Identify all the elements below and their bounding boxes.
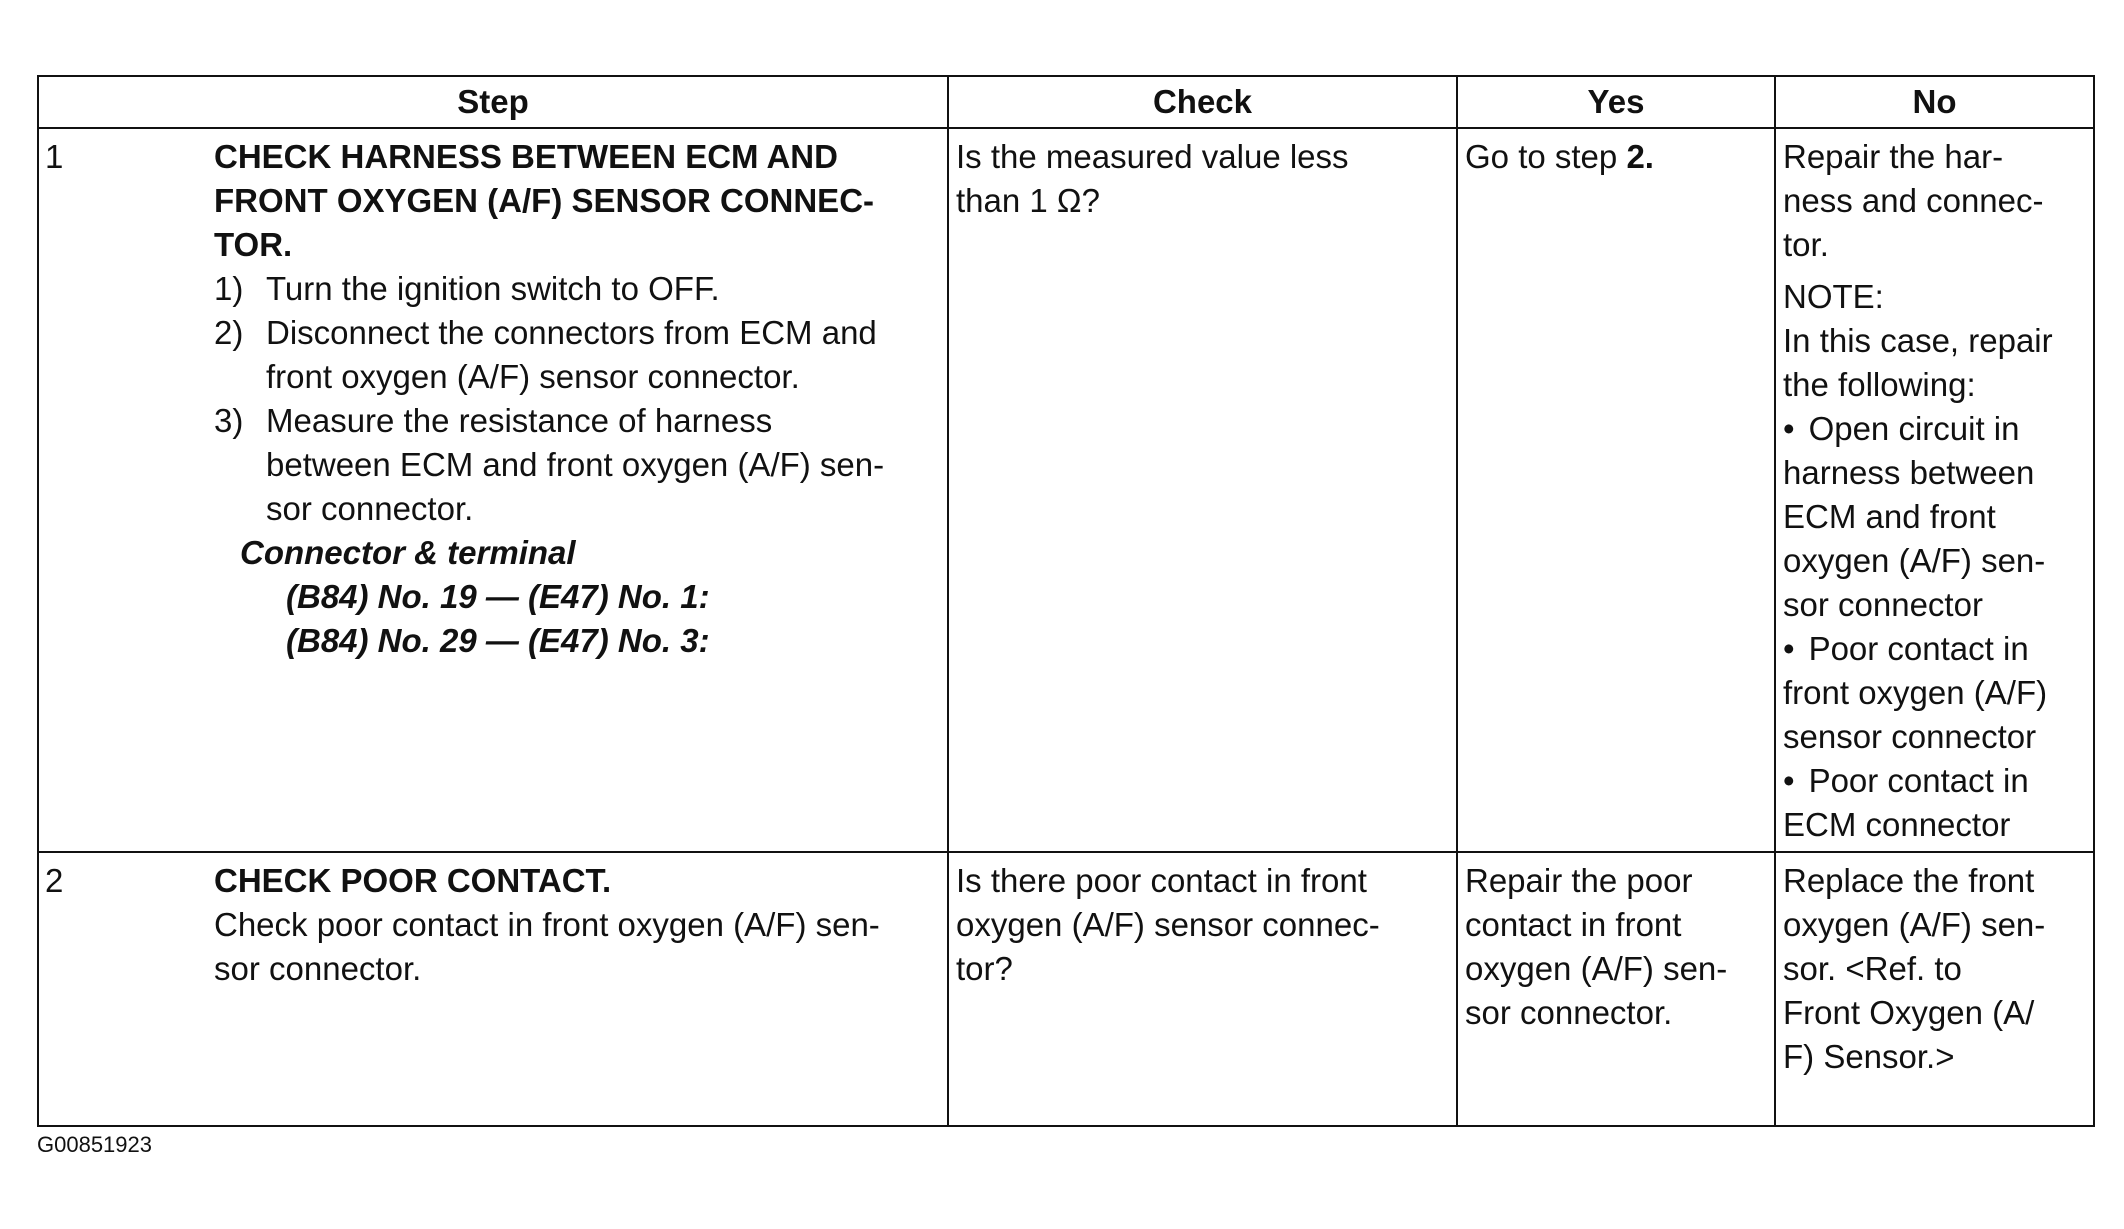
no-line: Replace the front: [1783, 862, 2035, 899]
procedure-list: [214, 267, 940, 531]
yes-cell: [1457, 852, 1775, 1126]
step-title-line: CHECK POOR CONTACT.: [214, 862, 612, 899]
bullet-mark: •: [1783, 410, 1795, 447]
header-yes: Yes: [1457, 76, 1775, 128]
bullet-line: ECM and front: [1783, 498, 1996, 535]
yes-line: sor connector.: [1465, 994, 1673, 1031]
procedure-line: sor connector.: [266, 490, 474, 527]
bullet-item: [1783, 759, 2086, 847]
check-line: Is the measured value less: [956, 138, 1349, 175]
header-check: Check: [948, 76, 1457, 128]
step-number: 2: [45, 862, 64, 899]
bullet-line: Open circuit in: [1808, 410, 2020, 447]
check-cell: [948, 128, 1457, 852]
procedure-item: [214, 267, 940, 311]
step-cell: [38, 852, 948, 1126]
header-row: [38, 76, 2094, 128]
no-cell: [1775, 128, 2094, 852]
bullet-line: Poor contact in: [1808, 630, 2029, 667]
check-line: Is there poor contact in front: [956, 862, 1367, 899]
connector-line: (B84) No. 19 — (E47) No. 1:: [286, 578, 710, 615]
no-cell: [1775, 852, 2094, 1126]
note-line: In this case, repair: [1783, 322, 2053, 359]
procedure-line: between ECM and front oxygen (A/F) sen-: [266, 446, 885, 483]
bullet-line: oxygen (A/F) sen-: [1783, 542, 2046, 579]
procedure-line: front oxygen (A/F) sensor connector.: [266, 358, 800, 395]
step-body: [214, 135, 940, 663]
step-title-line: TOR.: [214, 226, 293, 263]
bullet-line: Poor contact in: [1808, 762, 2029, 799]
procedure-line: Turn the ignition switch to OFF.: [266, 270, 720, 307]
diagnostic-table: [37, 75, 2095, 1127]
yes-step-ref: 2.: [1626, 138, 1654, 175]
no-line: sor. <Ref. to: [1783, 950, 1962, 987]
procedure-line: Measure the resistance of harness: [266, 402, 773, 439]
yes-text: Go to step: [1465, 138, 1618, 175]
procedure-item: [214, 311, 940, 399]
step-body-line: Check poor contact in front oxygen (A/F) sen-: [214, 906, 880, 943]
connector-line: (B84) No. 29 — (E47) No. 3:: [286, 622, 710, 659]
table-row: [38, 852, 2094, 1126]
header-step: Step: [38, 76, 948, 128]
check-line: tor?: [956, 950, 1013, 987]
procedure-number: 3): [214, 402, 244, 439]
check-cell: [948, 852, 1457, 1126]
procedure-item: [214, 399, 940, 531]
yes-cell: [1457, 128, 1775, 852]
procedure-number: 1): [214, 270, 244, 307]
diagnostic-page: [37, 75, 2093, 1127]
bullet-item: [1783, 627, 2086, 759]
step-title-line: FRONT OXYGEN (A/F) SENSOR CONNEC-: [214, 182, 875, 219]
no-line: oxygen (A/F) sen-: [1783, 906, 2046, 943]
bullet-item: [1783, 407, 2086, 627]
bullet-line: sor connector: [1783, 586, 1983, 623]
no-line: Repair the har-: [1783, 138, 2004, 175]
check-line: than 1 Ω?: [956, 182, 1100, 219]
bullet-line: front oxygen (A/F): [1783, 674, 2048, 711]
step-body-line: sor connector.: [214, 950, 422, 987]
bullet-mark: •: [1783, 762, 1795, 799]
no-line: Front Oxygen (A/: [1783, 994, 2035, 1031]
step-body: [214, 859, 940, 991]
step-cell: [38, 128, 948, 852]
check-line: oxygen (A/F) sensor connec-: [956, 906, 1380, 943]
note-line: the following:: [1783, 366, 1976, 403]
no-line: tor.: [1783, 226, 1829, 263]
note-label: NOTE:: [1783, 278, 1884, 315]
no-line: F) Sensor.>: [1783, 1038, 1955, 1075]
bullet-mark: •: [1783, 630, 1795, 667]
procedure-line: Disconnect the connectors from ECM and: [266, 314, 877, 351]
yes-line: oxygen (A/F) sen-: [1465, 950, 1728, 987]
step-number: 1: [45, 138, 64, 175]
bullet-line: ECM connector: [1783, 806, 2011, 843]
yes-line: Repair the poor: [1465, 862, 1693, 899]
yes-line: contact in front: [1465, 906, 1682, 943]
connector-heading: Connector & terminal: [240, 534, 576, 571]
step-title-line: CHECK HARNESS BETWEEN ECM AND: [214, 138, 838, 175]
no-line: ness and connec-: [1783, 182, 2044, 219]
bullet-line: sensor connector: [1783, 718, 2037, 755]
document-id: G00851923: [37, 1132, 152, 1157]
table-row: [38, 128, 2094, 852]
procedure-number: 2): [214, 314, 244, 351]
header-no: No: [1775, 76, 2094, 128]
bullet-line: harness between: [1783, 454, 2035, 491]
